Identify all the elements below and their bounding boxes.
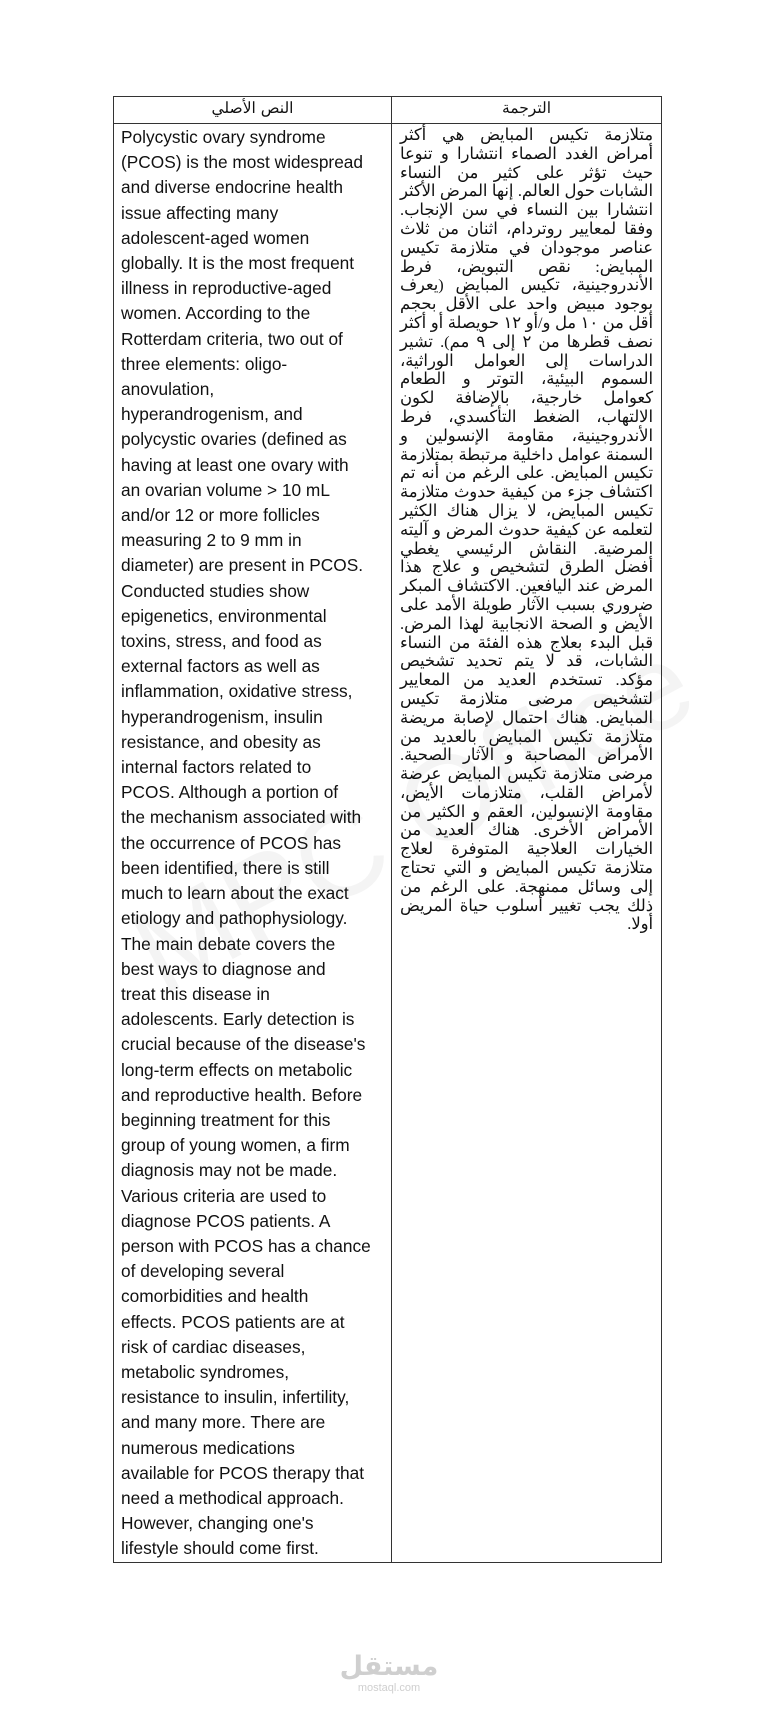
original-text-line: epigenetics, environmental	[121, 605, 327, 626]
original-text-line: (PCOS) is the most widespread	[121, 152, 364, 173]
translation-header: الترجمة	[392, 97, 662, 124]
original-text-line: Rotterdam criteria, two out of	[121, 328, 343, 349]
original-text-line: the occurrence of PCOS has	[121, 832, 341, 853]
original-text-block	[121, 125, 385, 1562]
original-text-line: adolescent-aged women	[121, 227, 310, 248]
original-text-line: diagnose PCOS patients. A	[121, 1210, 331, 1231]
original-text-line: issue affecting many	[121, 202, 279, 223]
original-text-line: hyperandrogenism, and	[121, 404, 303, 425]
original-text-line: anovulation,	[121, 379, 215, 400]
translation-table	[113, 96, 662, 1563]
original-text-line: metabolic syndromes,	[121, 1361, 290, 1382]
original-text-line: best ways to diagnose and	[121, 958, 326, 979]
original-text-line: and reproductive health. Before	[121, 1084, 363, 1105]
translation-cell	[392, 124, 662, 1563]
original-text-line: and many more. There are	[121, 1412, 326, 1433]
original-text-header: النص الأصلي	[114, 97, 392, 124]
original-text-line: hyperandrogenism, insulin	[121, 706, 323, 727]
original-text-line: crucial because of the disease's	[121, 1034, 366, 1055]
original-text-line: treat this disease in	[121, 983, 270, 1004]
original-text-line: beginning treatment for this	[121, 1109, 331, 1130]
original-text-line: having at least one ovary with	[121, 454, 349, 475]
table-body-row	[114, 124, 662, 1563]
original-text-line: person with PCOS has a chance	[121, 1235, 371, 1256]
original-text-line: lifestyle should come first.	[121, 1538, 319, 1559]
original-text-line: etiology and pathophysiology.	[121, 908, 348, 929]
original-text-line: toxins, stress, and food as	[121, 631, 322, 652]
original-text-line: an ovarian volume > 10 mL	[121, 479, 330, 500]
original-text-line: resistance to insulin, infertility,	[121, 1387, 350, 1408]
original-text-line: The main debate covers the	[121, 933, 336, 954]
original-text-line: PCOS. Although a portion of	[121, 782, 339, 803]
original-text-line: measuring 2 to 9 mm in	[121, 530, 302, 551]
original-text-line: However, changing one's	[121, 1513, 314, 1534]
original-text-line: need a methodical approach.	[121, 1487, 344, 1508]
table-header-row	[114, 97, 662, 124]
original-text-line: available for PCOS therapy that	[121, 1462, 365, 1483]
original-text-line: internal factors related to	[121, 757, 312, 778]
original-text-line: illness in reproductive-aged	[121, 278, 332, 299]
original-text-line: polycystic ovaries (defined as	[121, 429, 347, 450]
original-text-line: risk of cardiac diseases,	[121, 1336, 306, 1357]
original-text-line: much to learn about the exact	[121, 883, 349, 904]
logo-arabic-text: مستقل	[339, 1651, 439, 1682]
original-text-line: effects. PCOS patients are at	[121, 1311, 345, 1332]
logo-url-text: mostaql.com	[357, 1682, 421, 1694]
original-text-line: of developing several	[121, 1261, 285, 1282]
original-text-line: and/or 12 or more follicles	[121, 505, 320, 526]
original-text-line: Polycystic ovary syndrome	[121, 127, 326, 147]
original-text-line: women. According to the	[121, 303, 311, 324]
original-text-line: inflammation, oxidative stress,	[121, 681, 353, 702]
original-text-cell	[114, 124, 392, 1563]
mostaql-logo	[334, 1652, 444, 1695]
original-text-line: numerous medications	[121, 1437, 295, 1458]
original-text-line: three elements: oligo-	[121, 353, 288, 374]
translation-paragraph: متلازمة تكيس المبايض هي أكثر أمراض الغدد الصماء انتشارا و تنوعا حيث تؤثر على كثير من النساء الشابات حول العالم. إنها المرض الأكثر انتشارا بين النساء في سن الإنجاب. وفقا لمعايير روتردام، اثنان من ثلاث عناصر موجودان في متلازمة تكيس المبايض: نقص التبويض، فرط الأندروجينية، تكيس المبايض (يعرف بوجود مبيض واحد على الأقل بحجم أقل من ١٠ مل و/أو ١٢ حويصلة أو أكثر نصف قطرها من ٢ إلى ٩ مم). تشير الدراسات إلى العوامل الوراثية، السموم البيئية، التوتر و الطعام كعوامل خارجية، بالإضافة لكون الالتهاب، الضغط التأكسدي، فرط الأندروجينية، مقاومة الإنسولين و السمنة عوامل داخلية مرتبطة بمتلازمة تكيس المبايض. على الرغم من أنه تم اكتشاف جزء من كيفية حدوث متلازمة تكيس المبايض، لا يزال هناك الكثير لتعلمه عن كيفية حدوث المرض و آليته المرضية. النقاش الرئيسي يغطي أفضل الطرق لتشخيص و علاج هذا المرض عند اليافعين. الاكتشاف المبكر ضروري بسبب الآثار طويلة الأمد على الأيض و الصحة الانجابية لهذا المرض. قبل البدء بعلاج هذه الفئة من النساء الشابات، قد لا يتم تحديد تشخيص مؤكد. تستخدم العديد من المعايير لتشخيص مرضى متلازمة تكيس المبايض. هناك احتمال لإصابة مريضة متلازمة تكيس المبايض بالعديد من الأمراض المصاحبة و الآثار الصحية. مرضى متلازمة تكيس المبايض عرضة لأمراض القلب، متلازمات الأيض، مقاومة الإنسولين، العقم و الكثير من الأمراض الأخرى. هناك العديد من الخيارات العلاجية المتوفرة لعلاج متلازمة تكيس المبايض و التي تحتاج إلى وسائل ممنهجة. على الرغم من ذلك يجب تغيير أسلوب حياة المريض أولا.	[400, 125, 653, 934]
original-text-line: long-term effects on metabolic	[121, 1059, 353, 1080]
original-text-line: the mechanism associated with	[121, 807, 362, 828]
original-text-line: been identified, there is still	[121, 857, 330, 878]
original-text-line: adolescents. Early detection is	[121, 1009, 355, 1030]
original-text-line: resistance, and obesity as	[121, 731, 321, 752]
original-text-line: Conducted studies show	[121, 580, 310, 601]
original-text-line: Various criteria are used to	[121, 1185, 327, 1206]
original-text-line: comorbidities and health	[121, 1286, 309, 1307]
original-text-line: external factors as well as	[121, 656, 320, 677]
original-text-line: group of young women, a firm	[121, 1135, 350, 1156]
original-text-line: globally. It is the most frequent	[121, 253, 355, 274]
original-text-line: diagnosis may not be made.	[121, 1160, 338, 1181]
original-text-line: and diverse endocrine health	[121, 177, 343, 198]
original-text-line: diameter) are present in PCOS.	[121, 555, 364, 576]
